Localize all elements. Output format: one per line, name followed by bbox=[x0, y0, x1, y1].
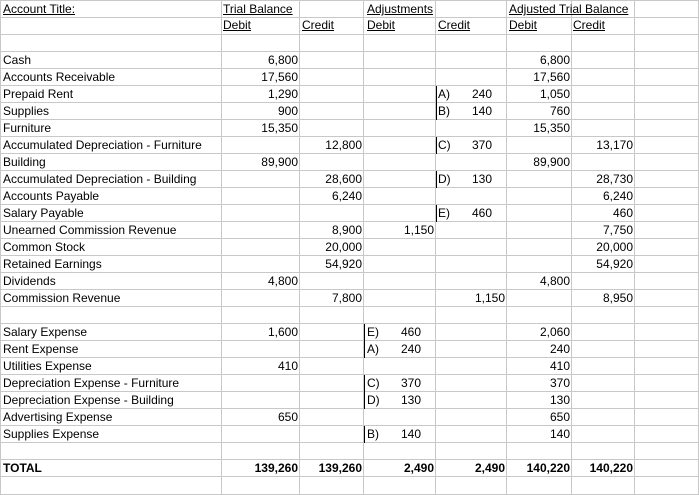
adjustment-code-border bbox=[364, 392, 365, 409]
account-name: Accumulated Depreciation - Furniture bbox=[3, 138, 202, 152]
account-name: Furniture bbox=[3, 121, 52, 135]
total-label: TOTAL bbox=[3, 461, 42, 475]
adj-debit-code: B) bbox=[367, 427, 379, 441]
atb-debit-value: 370 bbox=[549, 376, 570, 390]
tb-debit-value bbox=[222, 426, 298, 443]
adj-credit-value bbox=[436, 392, 505, 409]
adj-debit-value bbox=[364, 409, 434, 426]
adj-debit-value: 140 bbox=[400, 427, 421, 441]
atb-debit-value bbox=[507, 290, 570, 307]
adj-debit-value bbox=[364, 86, 434, 103]
tb-debit-value: 17,560 bbox=[261, 70, 298, 84]
atb-credit-value: 13,170 bbox=[596, 138, 633, 152]
adjustments-header: Adjustments bbox=[367, 2, 434, 16]
account-name: Accumulated Depreciation - Building bbox=[3, 172, 197, 186]
tb-credit-value bbox=[300, 409, 362, 426]
atb-debit-value: 4,800 bbox=[539, 274, 570, 288]
tb-credit-value bbox=[300, 69, 362, 86]
tb-credit-value bbox=[300, 392, 362, 409]
adj-debit-value bbox=[364, 137, 434, 154]
account-name: Building bbox=[3, 155, 46, 169]
atb-credit-value bbox=[572, 358, 633, 375]
tb-credit-value bbox=[300, 324, 362, 341]
atb-debit-value bbox=[507, 239, 570, 256]
atb-debit-value bbox=[507, 188, 570, 205]
adj-debit-value bbox=[364, 358, 434, 375]
account-name: Commission Revenue bbox=[3, 291, 121, 305]
adj-debit-value bbox=[364, 205, 434, 222]
tb-debit-value bbox=[222, 239, 298, 256]
adj-debit-value bbox=[364, 188, 434, 205]
atb-credit-value: 460 bbox=[612, 206, 633, 220]
account-title-header: Account Title: bbox=[3, 2, 76, 16]
tb-credit-value bbox=[300, 52, 362, 69]
adjustment-code-border bbox=[364, 341, 365, 358]
adjustment-code-border bbox=[436, 205, 437, 222]
adj-debit-header: Debit bbox=[367, 18, 396, 32]
tb-credit-value bbox=[300, 120, 362, 137]
atb-credit-value bbox=[572, 324, 633, 341]
adjustment-code-border bbox=[436, 171, 437, 188]
tb-credit-value bbox=[300, 273, 362, 290]
adj-credit-value bbox=[436, 409, 505, 426]
atb-credit-value bbox=[572, 341, 633, 358]
atb-credit-value bbox=[572, 392, 633, 409]
atb-credit-value bbox=[572, 307, 633, 324]
atb-debit-value: 17,560 bbox=[533, 70, 570, 84]
adj-debit-code: C) bbox=[367, 376, 380, 390]
account-name: Rent Expense bbox=[3, 342, 79, 356]
adj-credit-value: 140 bbox=[471, 104, 492, 118]
tb-credit-value: 20,000 bbox=[325, 240, 362, 254]
tb-debit-value: 650 bbox=[277, 410, 298, 424]
adj-credit-value bbox=[436, 188, 505, 205]
adj-debit-value bbox=[364, 307, 434, 324]
atb-debit-value bbox=[507, 137, 570, 154]
total-adj-debit: 2,490 bbox=[403, 461, 434, 475]
atb-credit-value bbox=[572, 426, 633, 443]
tb-credit-header: Credit bbox=[302, 18, 335, 32]
tb-credit-value: 54,920 bbox=[325, 257, 362, 271]
adj-credit-value: 370 bbox=[471, 138, 492, 152]
tb-credit-value: 28,600 bbox=[325, 172, 362, 186]
atb-credit-value bbox=[572, 375, 633, 392]
tb-debit-value: 1,290 bbox=[267, 87, 298, 101]
adj-debit-code: A) bbox=[367, 342, 379, 356]
account-name: Salary Payable bbox=[3, 206, 84, 220]
adj-credit-value bbox=[436, 375, 505, 392]
adj-credit-code: D) bbox=[438, 172, 451, 186]
adj-credit-value bbox=[436, 426, 505, 443]
adj-credit-value bbox=[436, 358, 505, 375]
atb-credit-value: 7,750 bbox=[602, 223, 633, 237]
atb-credit-value bbox=[572, 52, 633, 69]
adj-credit-value bbox=[436, 324, 505, 341]
total-atb-credit: 140,220 bbox=[589, 461, 633, 475]
tb-debit-value bbox=[222, 392, 298, 409]
atb-debit-value: 2,060 bbox=[539, 325, 570, 339]
tb-debit-value: 1,600 bbox=[267, 325, 298, 339]
adj-credit-value: 460 bbox=[471, 206, 492, 220]
atb-credit-value bbox=[572, 273, 633, 290]
gridline bbox=[0, 34, 699, 35]
atb-credit-value: 6,240 bbox=[602, 189, 633, 203]
adjustment-code-border bbox=[436, 86, 437, 103]
tb-credit-value bbox=[300, 103, 362, 120]
atb-credit-value: 54,920 bbox=[596, 257, 633, 271]
tb-debit-value: 410 bbox=[277, 359, 298, 373]
account-name: Supplies bbox=[3, 104, 50, 118]
tb-debit-value bbox=[222, 341, 298, 358]
atb-debit-value: 410 bbox=[549, 359, 570, 373]
atb-debit-value: 760 bbox=[549, 104, 570, 118]
atb-debit-value bbox=[507, 307, 570, 324]
atb-debit-value: 1,050 bbox=[539, 87, 570, 101]
atb-debit-value: 240 bbox=[549, 342, 570, 356]
tb-debit-value: 15,350 bbox=[261, 121, 298, 135]
total-atb-debit: 140,220 bbox=[526, 461, 570, 475]
tb-debit-value bbox=[222, 137, 298, 154]
tb-debit-value: 6,800 bbox=[267, 53, 298, 67]
tb-debit-value: 89,900 bbox=[261, 155, 298, 169]
atb-debit-value: 6,800 bbox=[539, 53, 570, 67]
atb-debit-value bbox=[507, 205, 570, 222]
gridline bbox=[634, 0, 635, 495]
adj-debit-value: 240 bbox=[400, 342, 421, 356]
tb-debit-value bbox=[222, 171, 298, 188]
total-adj-credit: 2,490 bbox=[474, 461, 505, 475]
account-name: Salary Expense bbox=[3, 325, 88, 339]
account-name: Depreciation Expense - Furniture bbox=[3, 376, 180, 390]
adj-credit-value bbox=[436, 120, 505, 137]
total-tb-credit: 139,260 bbox=[318, 461, 362, 475]
adj-debit-value bbox=[364, 273, 434, 290]
account-name: Common Stock bbox=[3, 240, 86, 254]
adj-debit-value: 130 bbox=[400, 393, 421, 407]
tb-debit-value bbox=[222, 256, 298, 273]
adj-debit-value bbox=[364, 52, 434, 69]
adjustment-code-border bbox=[436, 137, 437, 154]
account-name: Depreciation Expense - Building bbox=[3, 393, 174, 407]
adj-credit-value bbox=[436, 256, 505, 273]
atb-credit-header: Credit bbox=[573, 18, 606, 32]
atb-credit-value bbox=[572, 69, 633, 86]
adj-credit-value bbox=[436, 154, 505, 171]
tb-debit-value bbox=[222, 290, 298, 307]
atb-credit-value bbox=[572, 120, 633, 137]
adj-credit-code: A) bbox=[438, 87, 450, 101]
adj-credit-code: E) bbox=[438, 206, 450, 220]
trial-balance-header: Trial Balance bbox=[223, 2, 293, 16]
account-name: Unearned Commission Revenue bbox=[3, 223, 177, 237]
account-name: Retained Earnings bbox=[3, 257, 102, 271]
adj-credit-value bbox=[436, 69, 505, 86]
account-name bbox=[3, 307, 219, 324]
atb-debit-value bbox=[507, 171, 570, 188]
account-name: Supplies Expense bbox=[3, 427, 100, 441]
tb-debit-value bbox=[222, 307, 298, 324]
adj-credit-code: C) bbox=[438, 138, 451, 152]
tb-debit-value: 900 bbox=[277, 104, 298, 118]
adj-credit-value: 1,150 bbox=[474, 291, 505, 305]
atb-debit-header: Debit bbox=[509, 18, 538, 32]
adj-credit-value: 130 bbox=[471, 172, 492, 186]
tb-credit-value: 6,240 bbox=[331, 189, 362, 203]
adjusted-trial-balance-header: Adjusted Trial Balance bbox=[509, 2, 629, 16]
gridline bbox=[0, 0, 1, 495]
adjustment-code-border bbox=[364, 324, 365, 341]
adj-debit-code: E) bbox=[367, 325, 379, 339]
adj-debit-value bbox=[364, 69, 434, 86]
account-name: Prepaid Rent bbox=[3, 87, 74, 101]
atb-debit-value: 140 bbox=[549, 427, 570, 441]
adj-debit-value bbox=[364, 171, 434, 188]
account-name: Advertising Expense bbox=[3, 410, 113, 424]
atb-credit-value bbox=[572, 154, 633, 171]
adj-debit-value bbox=[364, 154, 434, 171]
atb-credit-value bbox=[572, 409, 633, 426]
tb-credit-value bbox=[300, 358, 362, 375]
atb-credit-value bbox=[572, 86, 633, 103]
adj-debit-code: D) bbox=[367, 393, 380, 407]
tb-credit-value bbox=[300, 307, 362, 324]
adj-credit-value bbox=[436, 341, 505, 358]
adj-credit-code: B) bbox=[438, 104, 450, 118]
adj-debit-value bbox=[364, 239, 434, 256]
adj-debit-value: 370 bbox=[400, 376, 421, 390]
adj-credit-value bbox=[436, 52, 505, 69]
tb-debit-value bbox=[222, 205, 298, 222]
atb-credit-value: 8,950 bbox=[602, 291, 633, 305]
tb-debit-value: 4,800 bbox=[267, 274, 298, 288]
total-tb-debit: 139,260 bbox=[254, 461, 298, 475]
atb-debit-value: 15,350 bbox=[533, 121, 570, 135]
adj-credit-value: 240 bbox=[471, 87, 492, 101]
adj-debit-value bbox=[364, 103, 434, 120]
adj-credit-value bbox=[436, 239, 505, 256]
adj-credit-header: Credit bbox=[438, 18, 471, 32]
adj-debit-value bbox=[364, 120, 434, 137]
tb-credit-value bbox=[300, 375, 362, 392]
tb-credit-value bbox=[300, 154, 362, 171]
tb-credit-value: 7,800 bbox=[331, 291, 362, 305]
atb-debit-value: 650 bbox=[549, 410, 570, 424]
adj-debit-value bbox=[364, 256, 434, 273]
tb-debit-value bbox=[222, 222, 298, 239]
atb-credit-value: 28,730 bbox=[596, 172, 633, 186]
tb-credit-value: 8,900 bbox=[331, 223, 362, 237]
adj-debit-value: 1,150 bbox=[403, 223, 434, 237]
atb-debit-value bbox=[507, 222, 570, 239]
tb-credit-value bbox=[300, 86, 362, 103]
tb-debit-value bbox=[222, 188, 298, 205]
atb-debit-value bbox=[507, 256, 570, 273]
account-name: Dividends bbox=[3, 274, 56, 288]
adjustment-code-border bbox=[364, 375, 365, 392]
tb-debit-header: Debit bbox=[223, 18, 252, 32]
adj-credit-value bbox=[436, 307, 505, 324]
adjustment-code-border bbox=[436, 103, 437, 120]
tb-credit-value bbox=[300, 341, 362, 358]
account-name: Cash bbox=[3, 53, 32, 67]
tb-debit-value bbox=[222, 375, 298, 392]
account-name: Accounts Payable bbox=[3, 189, 100, 203]
atb-credit-value bbox=[572, 103, 633, 120]
tb-credit-value: 12,800 bbox=[325, 138, 362, 152]
adj-credit-value bbox=[436, 273, 505, 290]
tb-credit-value bbox=[300, 426, 362, 443]
account-name: Utilities Expense bbox=[3, 359, 92, 373]
adj-debit-value bbox=[364, 290, 434, 307]
adj-debit-value: 460 bbox=[400, 325, 421, 339]
atb-debit-value: 89,900 bbox=[533, 155, 570, 169]
atb-debit-value: 130 bbox=[549, 393, 570, 407]
tb-credit-value bbox=[300, 205, 362, 222]
account-name: Accounts Receivable bbox=[3, 70, 116, 84]
atb-credit-value: 20,000 bbox=[596, 240, 633, 254]
adjustment-code-border bbox=[364, 426, 365, 443]
adj-credit-value bbox=[436, 222, 505, 239]
